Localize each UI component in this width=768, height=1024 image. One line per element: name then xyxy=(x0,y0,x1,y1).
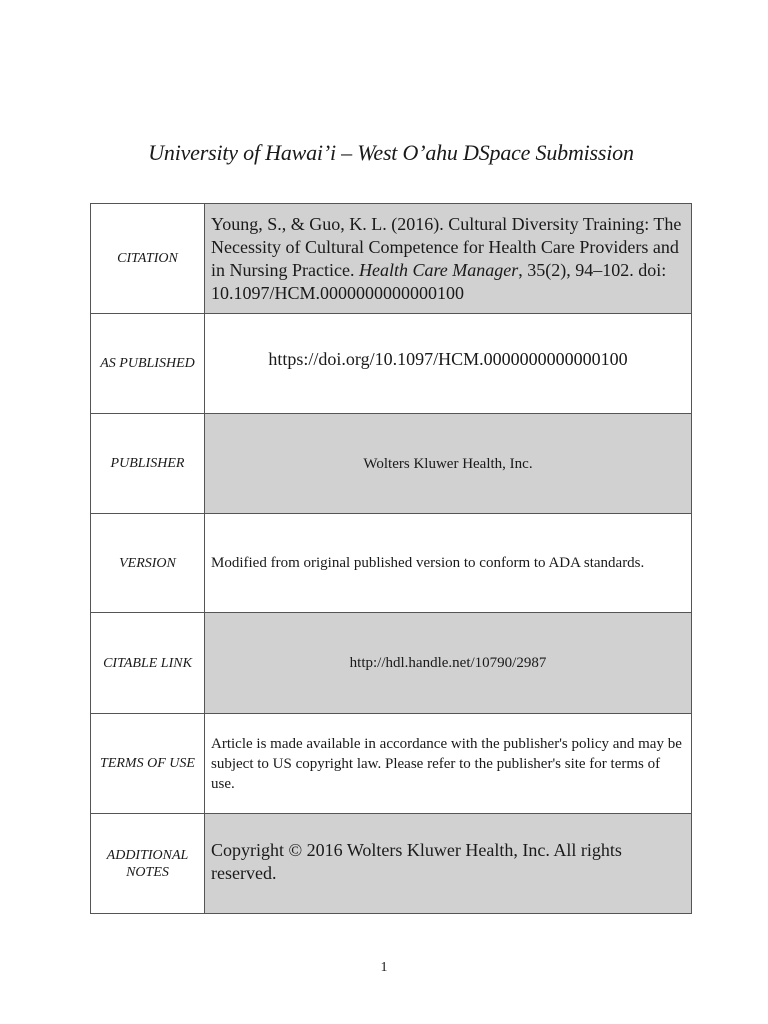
table-row-version xyxy=(91,514,692,613)
table-row-citation xyxy=(91,204,692,314)
citation-value xyxy=(205,204,692,314)
table-row-publisher xyxy=(91,414,692,514)
submission-table xyxy=(90,203,692,914)
additional-notes-value: Copyright © 2016 Wolters Kluwer Health, Inc. All rights reserved. xyxy=(205,814,692,914)
citation-label: CITATION xyxy=(91,204,205,314)
additional-notes-label: ADDITIONAL NOTES xyxy=(91,814,205,914)
citable-link-label: CITABLE LINK xyxy=(91,613,205,714)
page-number: 1 xyxy=(380,960,388,975)
version-label: VERSION xyxy=(91,514,205,613)
table-row-additional-notes xyxy=(91,814,692,914)
table-row-terms-of-use xyxy=(91,714,692,814)
terms-of-use-value: Article is made available in accordance with the publisher's policy and may be subject to US copyright law. Please refer to the publisher's site for terms of use. xyxy=(205,714,692,814)
table-row-as-published xyxy=(91,314,692,414)
as-published-label: AS PUBLISHED xyxy=(91,314,205,414)
citation-text-before: Young, S., & Guo, K. L. (2016). Cultural Diversity Training: The Necessity of Cultural Competence for Health Care Providers and in Nursing Practice. xyxy=(211,213,682,280)
publisher-value: Wolters Kluwer Health, Inc. xyxy=(205,414,692,514)
table-row-citable-link xyxy=(91,613,692,714)
version-value: Modified from original published version to conform to ADA standards. xyxy=(205,514,692,613)
citation-text-after: , 35(2), 94–102. doi: 10.1097/HCM.0000000000000100 xyxy=(211,259,667,303)
as-published-link[interactable]: https://doi.org/10.1097/HCM.0000000000000100 xyxy=(205,314,692,414)
citation-journal: Health Care Manager xyxy=(358,259,519,280)
terms-of-use-label: TERMS OF USE xyxy=(91,714,205,814)
publisher-label: PUBLISHER xyxy=(91,414,205,514)
document-title: University of Hawai’i – West O’ahu DSpace Submission xyxy=(148,140,634,165)
citable-link[interactable]: http://hdl.handle.net/10790/2987 xyxy=(205,613,692,714)
